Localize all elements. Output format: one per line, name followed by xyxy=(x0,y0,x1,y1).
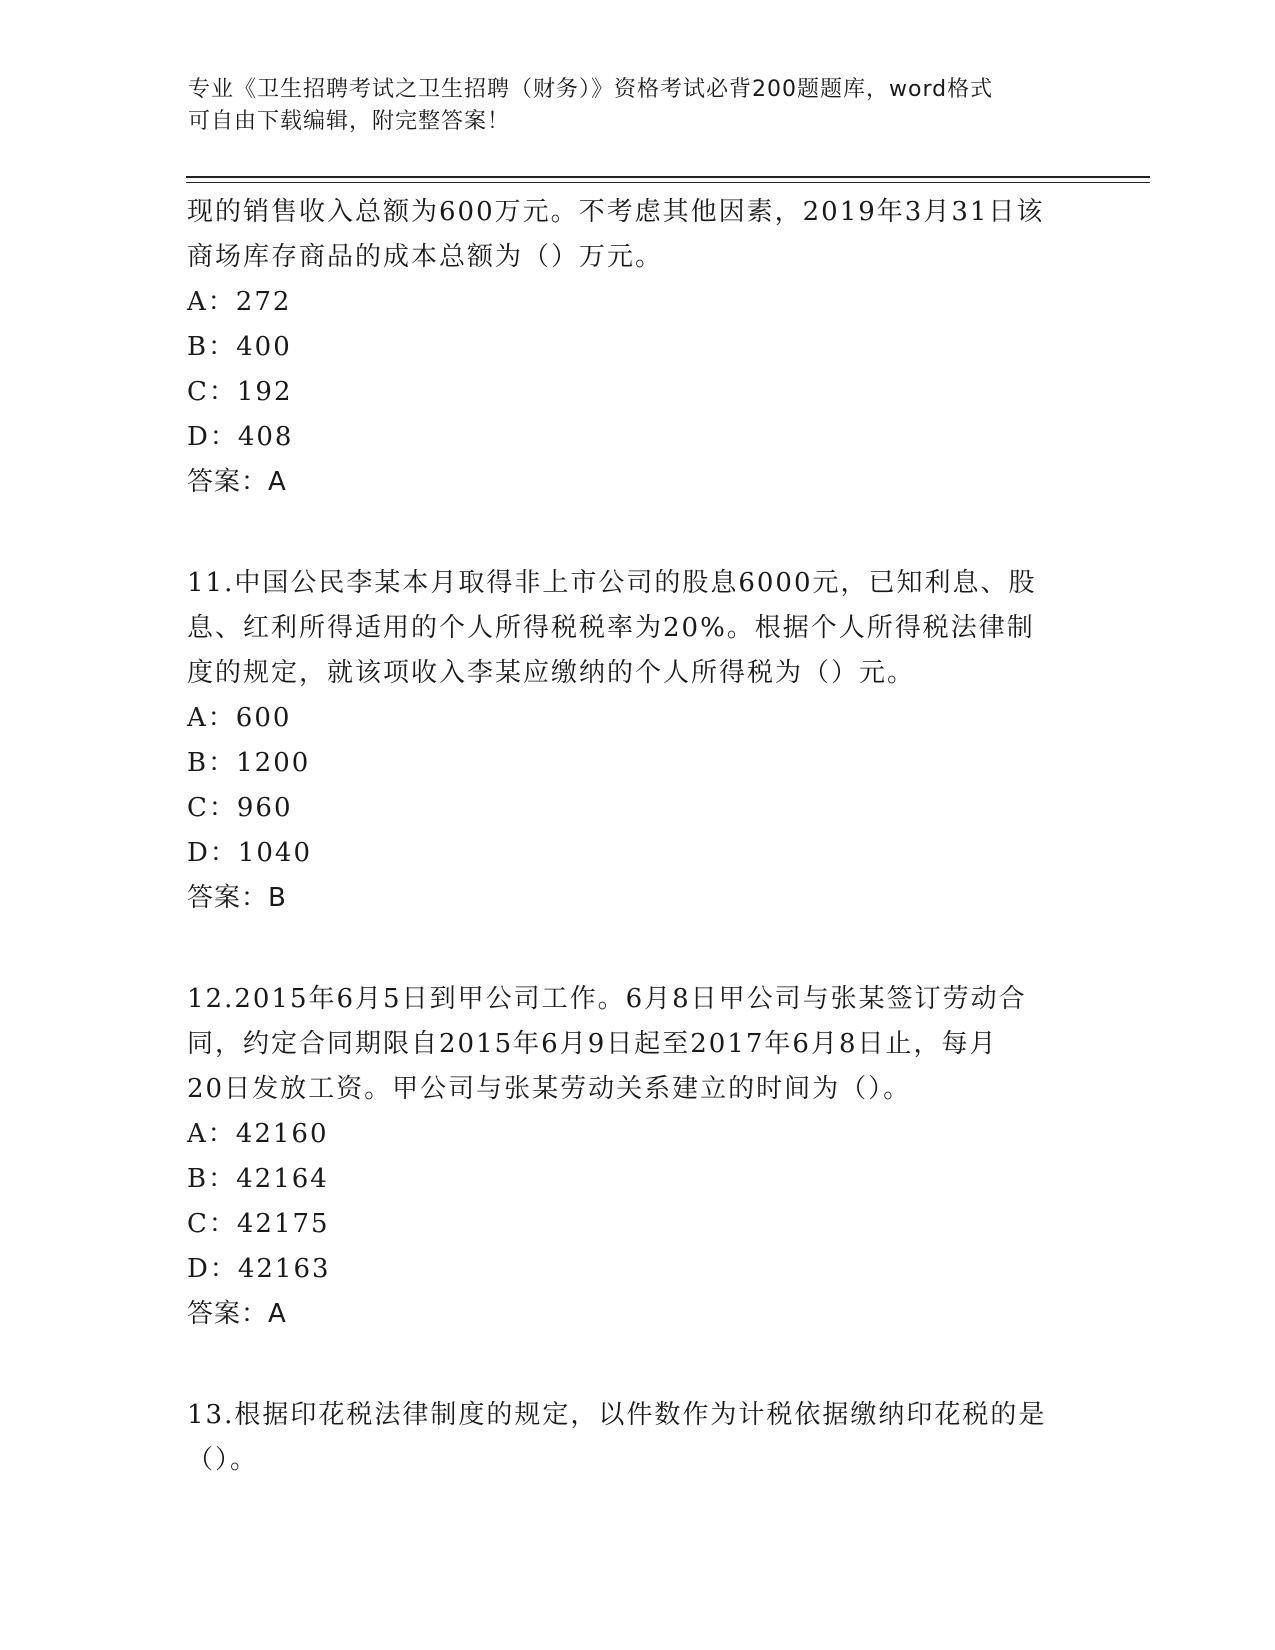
question-12-option-d: D：42163 xyxy=(187,1254,331,1284)
question-11-line-3: 度的规定，就该项收入李某应缴纳的个人所得税为（）元。 xyxy=(187,658,916,688)
question-11-option-a: A：600 xyxy=(187,703,292,733)
document-header xyxy=(188,74,1088,138)
spacer xyxy=(187,504,1087,561)
question-10-option-c: C：192 xyxy=(187,377,293,407)
question-13-line-2: （）。 xyxy=(187,1445,259,1475)
spacer xyxy=(187,1336,1087,1393)
question-10-line-1: 现的销售收入总额为600万元。不考虑其他因素，2019年3月31日该 xyxy=(187,197,1045,227)
question-10-line-2: 商场库存商品的成本总额为（）万元。 xyxy=(187,242,664,272)
question-11-option-c: C：960 xyxy=(187,793,293,823)
header-divider-thick xyxy=(186,176,1150,178)
header-line-1: 专业《卫生招聘考试之卫生招聘（财务）》资格考试必背200题题库，word格式 xyxy=(188,77,994,102)
document-body xyxy=(187,190,1087,1483)
question-12-line-2: 同，约定合同期限自2015年6月9日起至2017年6月8日止，每月 xyxy=(187,1029,998,1059)
question-11-answer: 答案：B xyxy=(187,883,287,913)
question-10-option-d: D：408 xyxy=(187,422,294,452)
question-12-option-c: C：42175 xyxy=(187,1209,330,1239)
question-10-answer: 答案：A xyxy=(187,467,287,497)
question-13-line-1: 13.根据印花税法律制度的规定，以件数作为计税依据缴纳印花税的是 xyxy=(187,1400,1047,1430)
question-12-answer: 答案：A xyxy=(187,1299,287,1329)
question-11-line-1: 11.中国公民李某本月取得非上市公司的股息6000元，已知利息、股 xyxy=(187,568,1037,598)
question-11-option-b: B：1200 xyxy=(187,748,311,778)
header-divider-thin xyxy=(186,182,1150,183)
question-12-line-3: 20日发放工资。甲公司与张某劳动关系建立的时间为（）。 xyxy=(187,1074,912,1104)
spacer xyxy=(187,920,1087,977)
question-11-line-2: 息、红利所得适用的个人所得税税率为20%。根据个人所得税法律制 xyxy=(187,613,1035,643)
question-12-line-1: 12.2015年6月5日到甲公司工作。6月8日甲公司与张某签订劳动合 xyxy=(187,984,1027,1014)
question-12-option-a: A：42160 xyxy=(187,1119,329,1149)
question-12-option-b: B：42164 xyxy=(187,1164,329,1194)
header-line-2: 可自由下载编辑，附完整答案！ xyxy=(188,109,511,134)
question-12 xyxy=(187,977,1087,1336)
question-13 xyxy=(187,1393,1087,1483)
question-11-option-d: D：1040 xyxy=(187,838,313,868)
question-11 xyxy=(187,561,1087,920)
question-10 xyxy=(187,190,1087,504)
question-10-option-b: B：400 xyxy=(187,332,292,362)
question-10-option-a: A：272 xyxy=(187,287,292,317)
